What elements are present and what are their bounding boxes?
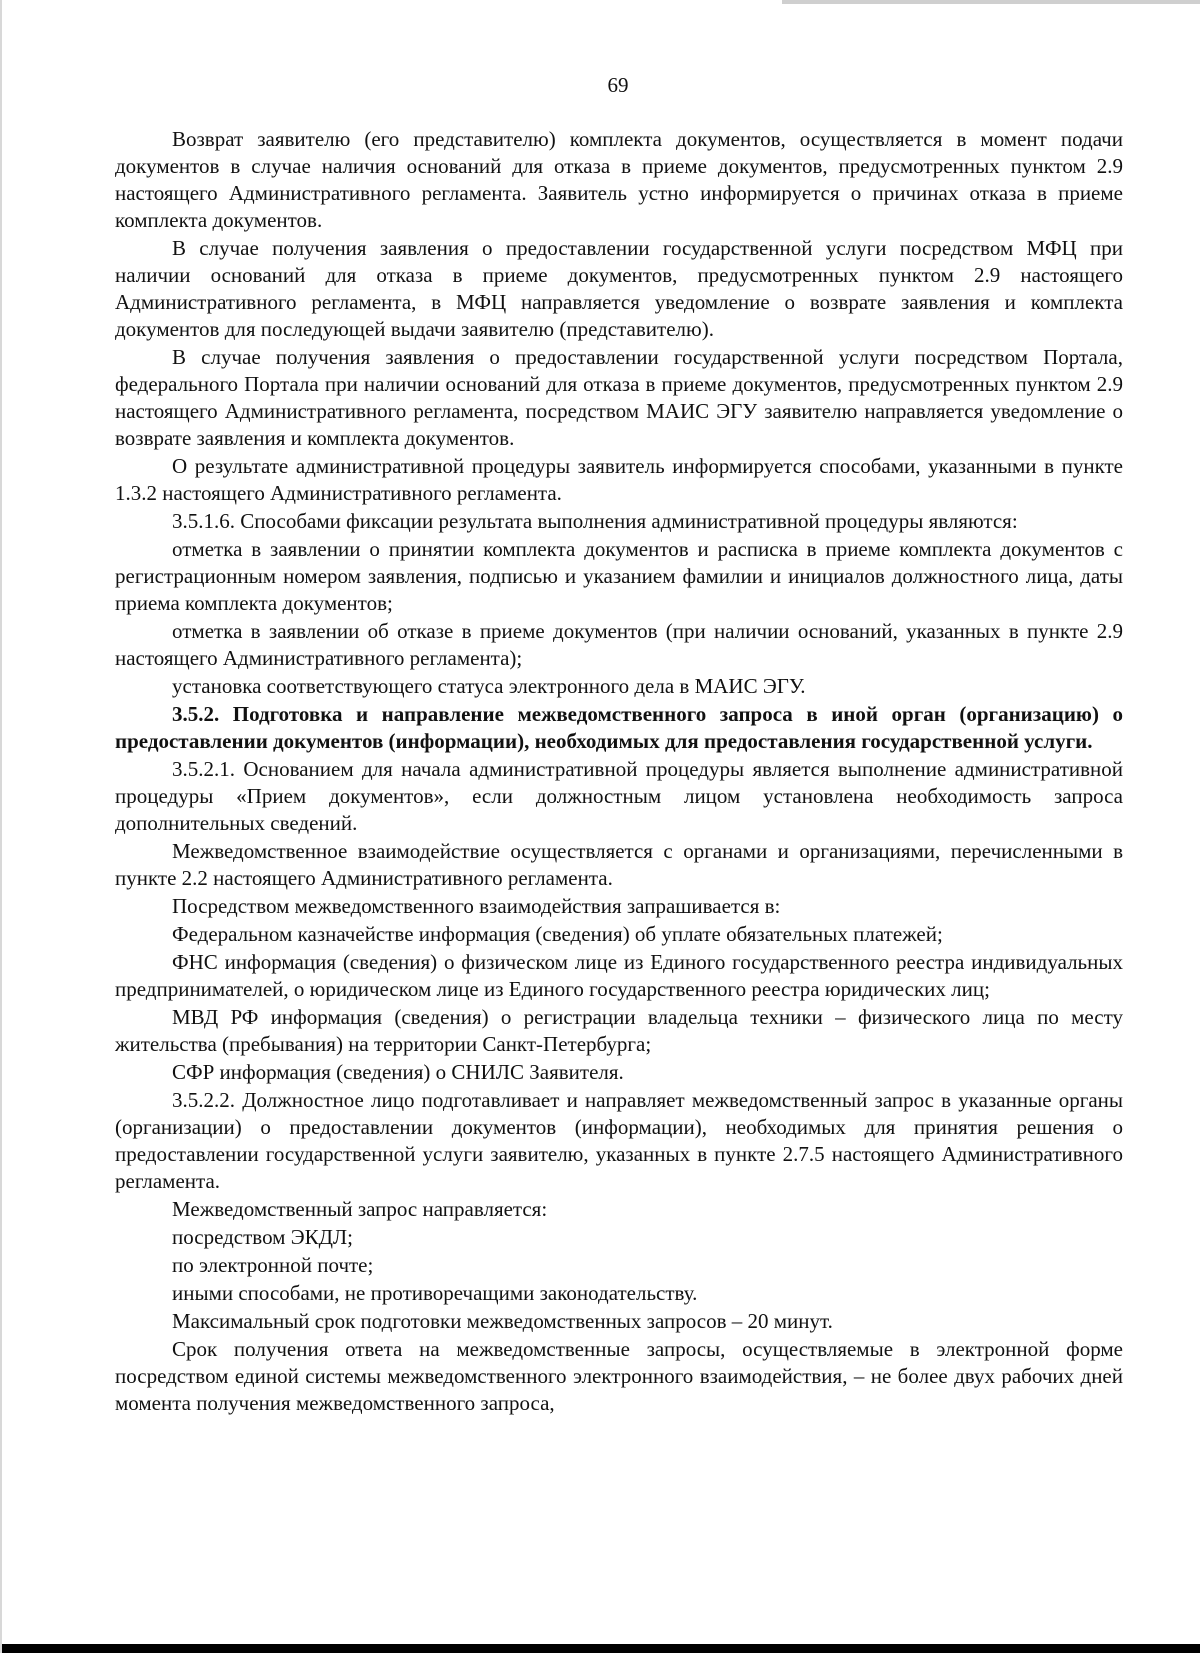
paragraph-requested-from: Посредством межведомственного взаимодействия запрашивается в: xyxy=(172,894,781,918)
list-item-treasury: Федеральном казначействе информация (сведения) об уплате обязательных платежей; xyxy=(172,922,943,946)
list-item-email: по электронной почте; xyxy=(172,1253,374,1277)
document-body xyxy=(115,126,1123,1417)
list-item-acceptance-mark: отметка в заявлении о принятии комплекта документов и расписка в приеме комплекта документов с регистрационным номером заявления, подписью и указанием фамилии и инициалов должностного лица, даты приема комплекта документов; xyxy=(115,537,1123,615)
scan-edge-top xyxy=(782,0,1200,4)
paragraph-mfc-case: В случае получения заявления о предоставлении государственной услуги посредством МФЦ при наличии оснований для отказа в приеме документов, предусмотренных пунктом 2.9 настоящего Административного регламента, в МФЦ направляется уведомление о возврате заявления и комплекта документов для последующей выдачи заявителю (представителю). xyxy=(115,236,1123,341)
paragraph-result-informing: О результате административной процедуры заявитель информируется способами, указанными в пункте 1.3.2 настоящего Административного регламента. xyxy=(115,454,1123,505)
list-item-ekdl: посредством ЭКДЛ; xyxy=(172,1225,353,1249)
paragraph-max-preparation-time: Максимальный срок подготовки межведомственных запросов – 20 минут. xyxy=(172,1309,833,1333)
paragraph-portal-case: В случае получения заявления о предоставлении государственной услуги посредством Портала, федерального Портала при наличии оснований для отказа в приеме документов, предусмотренных пунктом 2.9 настоящего Административного регламента, посредством МАИС ЭГУ заявителю направляется уведомление о возврате заявления и комплекта документов. xyxy=(115,345,1123,450)
paragraph-3-5-1-6: 3.5.1.6. Способами фиксации результата выполнения административной процедуры являются: xyxy=(172,509,1018,533)
paragraph-3-5-2-2: 3.5.2.2. Должностное лицо подготавливает и направляет межведомственный запрос в указанные органы (организации) о предоставлении документов (информации), необходимых для принятия решения о предоставлении государственной услуги заявителю, указанных в пункте 2.7.5 настоящего Административного регламента. xyxy=(115,1088,1123,1193)
list-item-fns: ФНС информация (сведения) о физическом лице из Единого государственного реестра индивидуальных предпринимателей, о юридическом лице из Единого государственного реестра юридических лиц; xyxy=(115,950,1123,1001)
list-item-sfr: СФР информация (сведения) о СНИЛС Заявителя. xyxy=(172,1060,624,1084)
paragraph-3-5-2-1: 3.5.2.1. Основанием для начала административной процедуры является выполнение административной процедуры «Прием документов», если должностным лицом установлена необходимость запроса дополнительных сведений. xyxy=(115,757,1123,835)
list-item-mvd: МВД РФ информация (сведения) о регистрации владельца техники – физического лица по месту жительства (пребывания) на территории Санкт-Петербурга; xyxy=(115,1005,1123,1056)
scan-edge-bottom xyxy=(2,1644,1200,1653)
paragraph-response-deadline: Срок получения ответа на межведомственные запросы, осуществляемые в электронной форме посредством единой системы межведомственного электронного взаимодействия, – не более двух рабочих дней момента получения межведомственного запроса, xyxy=(115,1337,1123,1415)
paragraph-return-documents: Возврат заявителю (его представителю) комплекта документов, осуществляется в момент подачи документов в случае наличия оснований для отказа в приеме документов, предусмотренных пунктом 2.9 настоящего Административного регламента. Заявитель устно информируется о причинах отказа в приеме комплекта документов. xyxy=(115,127,1123,232)
list-item-other-means: иными способами, не противоречащими законодательству. xyxy=(172,1281,698,1305)
paragraph-request-sent-via: Межведомственный запрос направляется: xyxy=(172,1197,548,1221)
section-heading-3-5-2: 3.5.2. Подготовка и направление межведомственного запроса в иной орган (организацию) о предоставлении документов (информации), необходимых для предоставления государственной услуги. xyxy=(115,702,1123,753)
paragraph-interagency-interaction: Межведомственное взаимодействие осуществляется с органами и организациями, перечисленными в пункте 2.2 настоящего Административного регламента. xyxy=(115,839,1123,890)
list-item-status-setting: установка соответствующего статуса электронного дела в МАИС ЭГУ. xyxy=(172,674,806,698)
list-item-refusal-mark: отметка в заявлении об отказе в приеме документов (при наличии оснований, указанных в пункте 2.9 настоящего Административного регламента); xyxy=(115,619,1123,670)
page-number: 69 xyxy=(607,73,629,97)
